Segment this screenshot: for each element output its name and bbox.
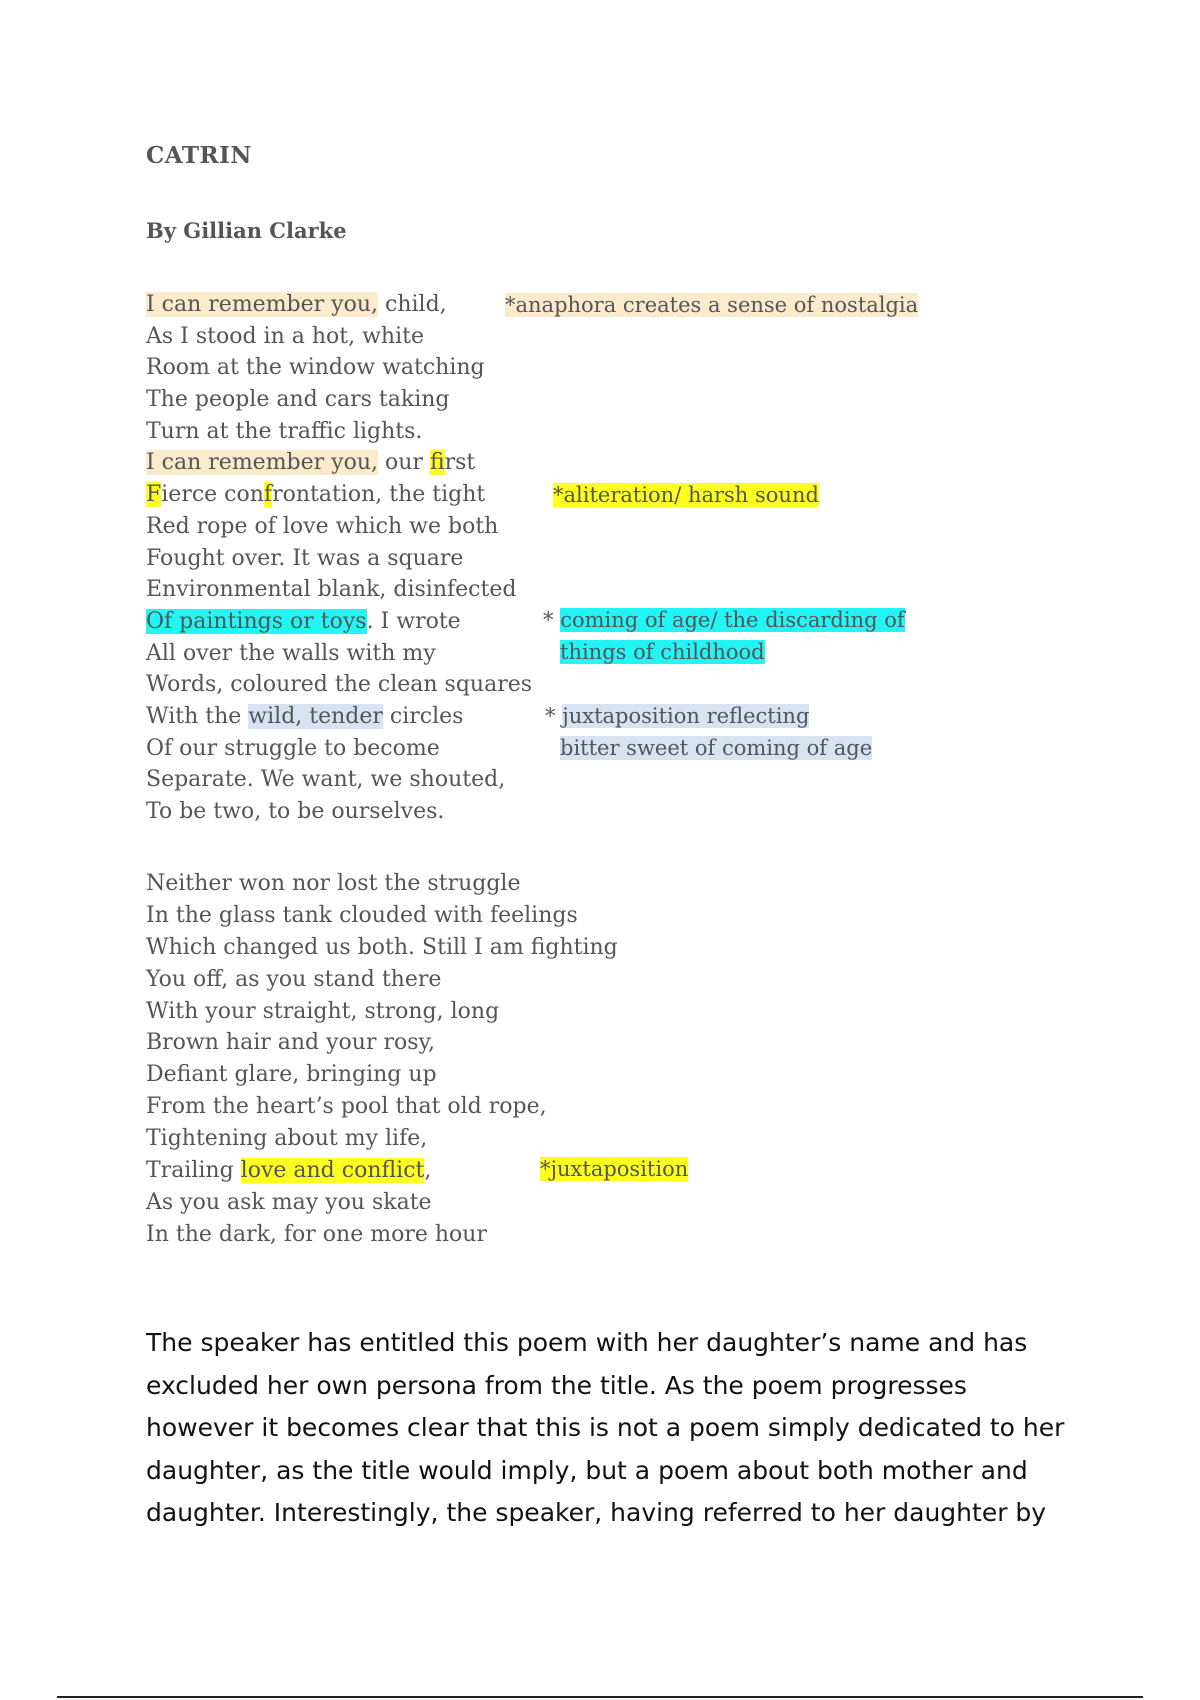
analysis-line: The speaker has entitled this poem with her daughter’s name and has [146, 1328, 1028, 1357]
juxtaposition-highlight: love and conflict [240, 1158, 425, 1184]
poem-line: In the dark, for one more hour [146, 1221, 487, 1247]
poem-line: Words, coloured the clean squares [146, 672, 533, 698]
poem-line: In the glass tank clouded with feelings [146, 902, 578, 928]
coming-of-age-highlight: Of paintings or toys [146, 608, 367, 634]
alliteration-highlight: f [429, 450, 445, 476]
anaphora-highlight: I can remember you, [146, 450, 379, 476]
poem-line: Trailing love and conflict, [146, 1158, 432, 1184]
poem-title: CATRIN [146, 142, 252, 169]
analysis-line: daughter, as the title would imply, but a poem about both mother and [146, 1455, 1028, 1485]
analysis-line: excluded her own persona from the title. As the poem progresses [146, 1370, 967, 1400]
juxtaposition-highlight: wild, tender [248, 703, 383, 729]
alliteration-highlight: f [263, 482, 273, 508]
poem-line: Red rope of love which we both [146, 513, 499, 539]
alliteration-highlight: F [146, 482, 162, 508]
poem-line: Room at the window watching [146, 355, 485, 381]
analysis-line: daughter. Interestingly, the speaker, having referred to her daughter by [146, 1498, 1047, 1527]
poem-line: Defiant glare, bringing up [146, 1062, 437, 1088]
poem-line: To be two, to be ourselves. [146, 799, 445, 824]
poem-line: I can remember you, child, [146, 292, 447, 317]
anaphora-highlight: I can remember you, [146, 292, 379, 317]
poem-line: Fought over. It was a square [146, 545, 464, 571]
poem-line: Separate. We want, we shouted, [146, 767, 506, 793]
poem-line: All over the walls with my [146, 640, 436, 666]
annotation-juxtaposition: * juxtaposition reflecting [545, 704, 810, 728]
footer-rule [57, 1696, 1143, 1698]
annotation-anaphora: *anaphora creates a sense of nostalgia [505, 293, 919, 317]
poem-author: By Gillian Clarke [146, 218, 347, 243]
annotation-alliteration: *aliteration/ harsh sound [553, 483, 819, 507]
poem-line: As I stood in a hot, white [146, 323, 424, 349]
poem-line: Environmental blank, disinfected [146, 577, 517, 603]
poem-line: You off, as you stand there [146, 966, 442, 992]
poem-line: With the wild, tender circles [146, 703, 464, 729]
poem-line: From the heart’s pool that old rope, [146, 1094, 547, 1120]
annotation-juxtaposition-short: *juxtaposition [540, 1157, 689, 1181]
analysis-paragraph [146, 1322, 1106, 1535]
poem-line: As you ask may you skate [146, 1189, 432, 1215]
annotation-coming-of-age: * coming of age/ the discarding of [543, 608, 905, 632]
poem-line: Turn at the traffic lights. [146, 418, 423, 444]
poem-line: Fierce confrontation, the tight [146, 482, 486, 508]
poem-line: Of paintings or toys. I wrote [146, 608, 461, 634]
analysis-line: however it becomes clear that this is not a poem simply dedicated to her [146, 1413, 1065, 1442]
annotation-coming-of-age-cont: things of childhood [560, 640, 765, 664]
poem-line: Of our struggle to become [146, 735, 440, 761]
poem-line: Brown hair and your rosy, [146, 1030, 436, 1056]
poem-line: Which changed us both. Still I am fighting [146, 934, 618, 960]
poem-line: Neither won nor lost the struggle [146, 871, 521, 896]
stanza-2 [146, 868, 618, 1251]
stanza-1 [146, 289, 532, 828]
annotation-juxtaposition-cont: bitter sweet of coming of age [560, 736, 873, 760]
poem-line: I can remember you, our first [146, 450, 476, 476]
poem-line: The people and cars taking [146, 387, 450, 413]
poem-line: With your straight, strong, long [146, 998, 500, 1024]
poem-line: Tightening about my life, [146, 1126, 428, 1152]
